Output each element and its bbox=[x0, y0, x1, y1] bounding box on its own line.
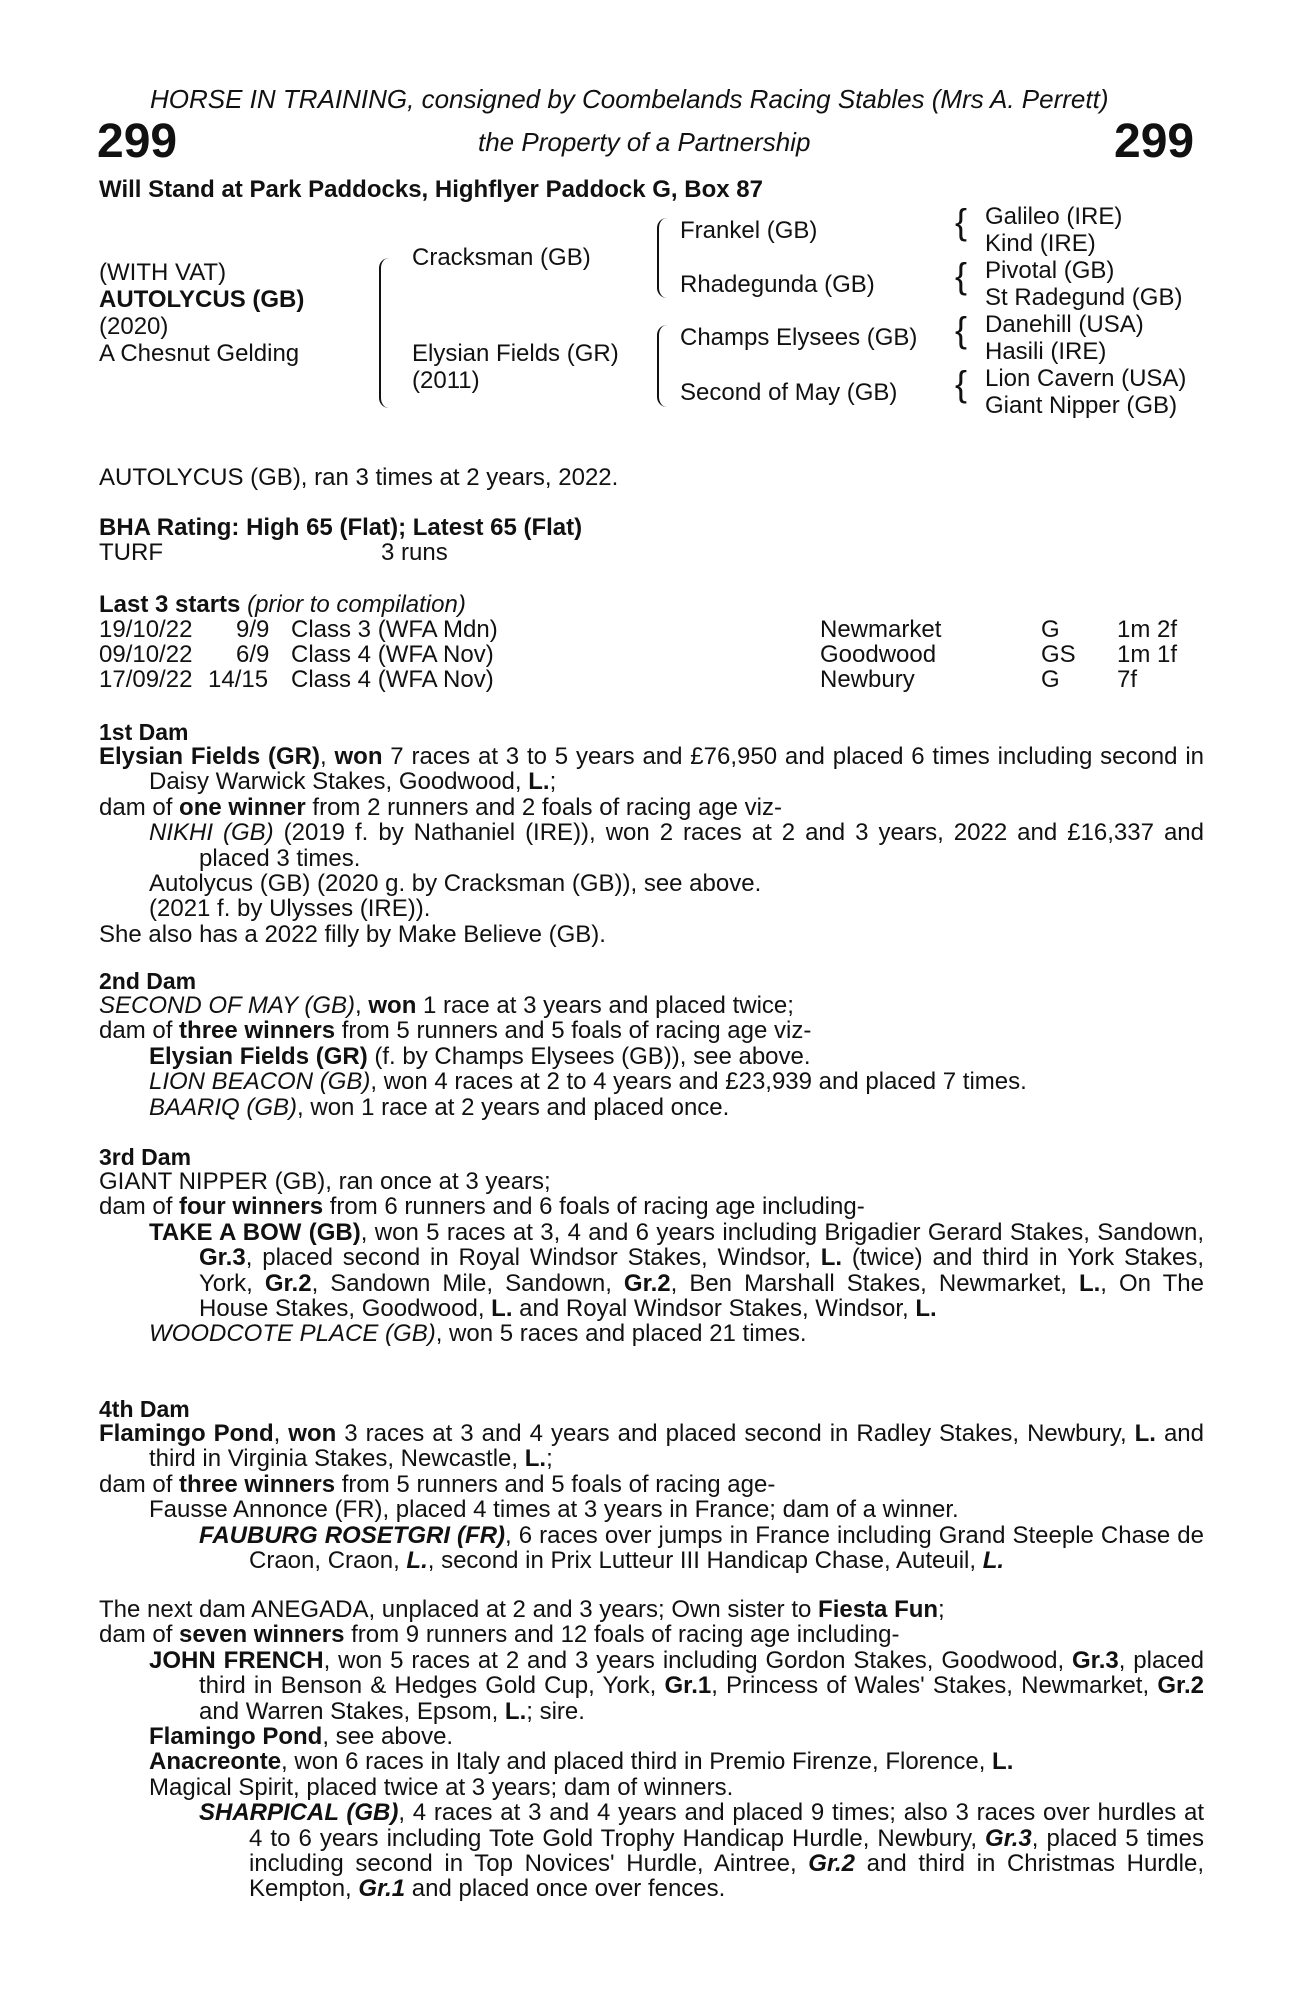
john-french-text-a: , won 5 races at 2 and 3 years including Gordon Stakes, Goodwood, bbox=[323, 1646, 1073, 1674]
listed-label: L. bbox=[524, 1445, 547, 1473]
sharpical-text-a: , 4 races at 3 and 4 years and placed 9 times; also 3 races over hurdles at 4 to 6 years including Tote Gold Trophy Handicap Hurdle, Newbury, bbox=[249, 1799, 1204, 1852]
next-dam-winners: seven winners bbox=[179, 1621, 345, 1649]
grade-label: Gr.3 bbox=[199, 1244, 246, 1272]
start-distance: 1m 1f bbox=[1117, 641, 1178, 668]
dam1-produce2: Autolycus (GB) (2020 g. by Cracksman (GB)), see above. bbox=[149, 870, 762, 898]
last-starts-note: (prior to compilation) bbox=[247, 591, 466, 618]
next-dam-sister: Fiesta Fun bbox=[818, 1596, 939, 1623]
pedigree-brace-main bbox=[379, 258, 391, 408]
magical-spirit-text: Magical Spirit, placed twice at 3 years; dam of winners. bbox=[149, 1773, 734, 1801]
pedigree-brace-sire bbox=[657, 218, 667, 298]
start-class: Class 4 (WFA Nov) bbox=[291, 641, 494, 668]
start-going: G bbox=[1041, 666, 1060, 693]
rating-runs: 3 runs bbox=[381, 539, 448, 566]
dam3-section bbox=[99, 1169, 1204, 1347]
listed-label: L. bbox=[915, 1295, 937, 1323]
pedigree-g6: Hasili (IRE) bbox=[985, 338, 1107, 365]
dam2-won: won bbox=[368, 992, 417, 1019]
dam3-produce1-text-g: and Royal Windsor Stakes, Windsor, bbox=[512, 1295, 916, 1323]
flamingo-pond-name: Flamingo Pond bbox=[149, 1723, 323, 1751]
listed-label: L. bbox=[1134, 1420, 1156, 1447]
brace-g34: { bbox=[955, 255, 968, 296]
location-line: Will Stand at Park Paddocks, Highflyer Paddock G, Box 87 bbox=[99, 176, 763, 203]
grade-label: Gr.2 bbox=[623, 1269, 671, 1297]
horse-name: AUTOLYCUS (GB) bbox=[99, 286, 305, 313]
dam1-text2: from 2 runners and 2 foals of racing age viz- bbox=[305, 793, 782, 821]
dam3-produce1-text-e: , Ben Marshall Stakes, Newmarket, bbox=[670, 1269, 1079, 1297]
dam3-heading: 3rd Dam bbox=[99, 1144, 192, 1170]
consignor-line: HORSE IN TRAINING, consigned by Coombelands Racing Stables (Mrs A. Perrett) bbox=[150, 84, 1109, 114]
dam1-produce1-text: (2019 f. by Nathaniel (IRE)), won 2 races at 2 and 3 years, 2022 and £16,337 and placed 3 times. bbox=[199, 819, 1204, 872]
pedigree-g7: Lion Cavern (USA) bbox=[985, 365, 1187, 392]
sharpical-text-d: and placed once over fences. bbox=[405, 1875, 726, 1903]
dam3-text1: GIANT NIPPER (GB), ran once at 3 years; bbox=[99, 1168, 551, 1195]
dam2-produce3-name: BAARIQ (GB) bbox=[149, 1093, 298, 1121]
next-dam-section bbox=[99, 1597, 1204, 1902]
start-position: 14/15 bbox=[208, 666, 269, 693]
dam1-produce4: She also has a 2022 filly by Make Believe (GB). bbox=[99, 920, 606, 948]
grade-label: Gr.2 bbox=[1157, 1672, 1205, 1700]
anacreonte-name: Anacreonte bbox=[149, 1748, 282, 1776]
brace-g78: { bbox=[955, 363, 968, 404]
dam3-produce1-text-b: , placed second in Royal Windsor Stakes, Windsor, bbox=[245, 1244, 821, 1272]
grade-label: Gr.3 bbox=[985, 1824, 1032, 1852]
dam3-produce2-name: WOODCOTE PLACE (GB) bbox=[149, 1320, 436, 1348]
dam1-heading: 1st Dam bbox=[99, 719, 189, 745]
grade-label: Gr.1 bbox=[358, 1875, 406, 1903]
dam3-produce1-text-c: (twice) and third in York Stakes, York, bbox=[199, 1244, 1204, 1297]
dam1-won: won bbox=[334, 743, 383, 770]
dam2-winners: three winners bbox=[179, 1017, 336, 1045]
start-date: 17/09/22 bbox=[99, 666, 193, 693]
listed-label: L. bbox=[992, 1748, 1014, 1776]
start-position: 6/9 bbox=[236, 641, 270, 668]
next-dam-text1: The next dam ANEGADA, unplaced at 2 and 3 years; Own sister to bbox=[99, 1596, 819, 1623]
dam4-text2: from 5 runners and 5 foals of racing age- bbox=[335, 1470, 776, 1498]
horse-year: (2020) bbox=[99, 313, 169, 340]
listed-label: L. bbox=[982, 1547, 1005, 1575]
brace-g12: { bbox=[955, 201, 968, 242]
pedigree-sire-sire: Frankel (GB) bbox=[680, 217, 818, 244]
dam1-produce3: (2021 f. by Ulysses (IRE)). bbox=[149, 895, 431, 923]
pedigree-sire: Cracksman (GB) bbox=[412, 244, 591, 271]
dam2-heading: 2nd Dam bbox=[99, 968, 197, 994]
dam3-damof: dam of bbox=[99, 1193, 180, 1221]
dam2-text1: 1 race at 3 years and placed twice; bbox=[416, 992, 794, 1019]
start-course: Goodwood bbox=[820, 641, 937, 668]
start-distance: 7f bbox=[1117, 666, 1138, 693]
dam2-produce1-text: (f. by Champs Elysees (GB)), see above. bbox=[367, 1042, 811, 1070]
john-french-text-b: , placed third in Benson & Hedges Gold Cup, York, bbox=[199, 1646, 1205, 1700]
dam1-name: Elysian Fields (GR) bbox=[99, 743, 321, 770]
dam4-heading: 4th Dam bbox=[99, 1396, 190, 1422]
start-position: 9/9 bbox=[236, 616, 270, 643]
dam2-produce2-text: , won 4 races at 2 to 4 years and £23,939 and placed 7 times. bbox=[370, 1068, 1027, 1096]
john-french-text-c: , Princess of Wales' Stakes, Newmarket, bbox=[711, 1672, 1158, 1700]
pedigree-g3: Pivotal (GB) bbox=[985, 257, 1115, 284]
sharpical-name: SHARPICAL (GB) bbox=[199, 1799, 399, 1827]
vat-note: (WITH VAT) bbox=[99, 259, 227, 286]
dam2-produce1-name: Elysian Fields (GR) bbox=[149, 1042, 368, 1070]
pedigree-g4: St Radegund (GB) bbox=[985, 284, 1183, 311]
sharpical-text-b: , placed 5 times including second in Top Novices' Hurdle, Aintree, bbox=[249, 1824, 1204, 1878]
start-course: Newmarket bbox=[820, 616, 942, 643]
rating-surface: TURF bbox=[99, 539, 163, 566]
john-french-name: JOHN FRENCH bbox=[149, 1646, 324, 1674]
race-summary: AUTOLYCUS (GB), ran 3 times at 2 years, 2022. bbox=[99, 464, 619, 491]
dam4-winners: three winners bbox=[179, 1470, 336, 1498]
last-starts-title: Last 3 starts bbox=[99, 591, 241, 618]
dam2-text2: from 5 runners and 5 foals of racing age viz- bbox=[335, 1017, 812, 1045]
dam3-produce1-name: TAKE A BOW (GB) bbox=[149, 1218, 361, 1246]
property-line: the Property of a Partnership bbox=[478, 127, 811, 157]
dam4-name: Flamingo Pond bbox=[99, 1420, 274, 1447]
dam2-name: SECOND OF MAY (GB) bbox=[99, 992, 356, 1019]
john-french-text-e: ; sire. bbox=[526, 1697, 585, 1725]
pedigree-dam-sire: Champs Elysees (GB) bbox=[680, 324, 918, 351]
dam4-damof: dam of bbox=[99, 1470, 180, 1498]
start-class: Class 3 (WFA Mdn) bbox=[291, 616, 498, 643]
dam4-text1b: and third in Virginia Stakes, Newcastle, bbox=[149, 1420, 1204, 1473]
last-starts-heading bbox=[99, 592, 466, 617]
dam4-produce2-text-b: , second in Prix Lutteur III Handicap Chase, Auteuil, bbox=[427, 1547, 983, 1575]
dam4-section: Flamingo Pond, won 3 races at 3 and 4 years and placed second in Radley Stakes, Newbury, L. and third in Virginia Stakes, Newcastle, L.; dam of three winners from 5 runners and 5 foals of racing age- Fausse Annonce (FR), placed 4 times at 3 years in France; dam of a winner. FAUBURG ROSETGRI (FR), 6 races over jumps in France including Grand Steeple Chase de Craon, Craon, L., second in Prix Lutteur III Handicap Chase, Auteuil, L. bbox=[99, 1420, 1204, 1575]
dam3-produce1-text-d: , Sandown Mile, Sandown, bbox=[311, 1269, 624, 1297]
start-distance: 1m 2f bbox=[1117, 616, 1178, 643]
dam4-produce2-text-a: , 6 races over jumps in France including Grand Steeple Chase de Craon, Craon, bbox=[249, 1521, 1204, 1575]
pedigree-g8: Giant Nipper (GB) bbox=[985, 392, 1178, 419]
listed-label: L. bbox=[1078, 1269, 1101, 1297]
pedigree-dam: Elysian Fields (GR) bbox=[412, 340, 619, 367]
horse-description: A Chesnut Gelding bbox=[99, 340, 300, 367]
dam1-listed: L. bbox=[528, 768, 550, 796]
pedigree-dam-year: (2011) bbox=[412, 367, 480, 394]
grade-label: Gr.1 bbox=[664, 1672, 712, 1700]
brace-g56: { bbox=[955, 309, 968, 350]
dam3-produce2-text: , won 5 races and placed 21 times. bbox=[435, 1320, 807, 1348]
dam3-winners: four winners bbox=[179, 1193, 324, 1221]
grade-label: Gr.3 bbox=[1072, 1646, 1119, 1674]
dam1-winners: one winner bbox=[179, 793, 306, 821]
dam1-section: Elysian Fields (GR), won 7 races at 3 to 5 years and £76,950 and placed 6 times including second in Daisy Warwick Stakes, Goodwood, L.; dam of one winner from 2 runners and 2 foals of racing age viz- NIKHI (GB) (2019 f. by Nathaniel (IRE)), won 2 races at 2 and 3 years, 2022 and £16,337 and placed 3 times. Autolycus (GB) (2020 g. by Cracksman (GB)), see above. (2021 f. by Ulysses (IRE)). She also has a 2022 filly by Make Believe (GB). bbox=[99, 743, 1204, 948]
start-date: 09/10/22 bbox=[99, 641, 193, 668]
start-going: GS bbox=[1041, 641, 1076, 668]
next-dam-damof: dam of bbox=[99, 1621, 180, 1649]
dam2-section: SECOND OF MAY (GB), won 1 race at 3 years and placed twice; dam of three winners from 5 runners and 5 foals of racing age viz- Elysian Fields (GR) (f. by Champs Elysees (GB)), see above. LION BEACON (GB), won 4 races at 2 to 4 years and £23,939 and placed 7 times. BAARIQ (GB), won 1 race at 2 years and placed once. bbox=[99, 992, 1027, 1121]
listed-label: L. bbox=[406, 1547, 428, 1575]
next-dam-semi: ; bbox=[938, 1596, 945, 1623]
start-going: G bbox=[1041, 616, 1060, 643]
grade-label: Gr.2 bbox=[808, 1850, 855, 1878]
dam2-damof: dam of bbox=[99, 1017, 180, 1045]
dam3-produce1-text-f: , On The House Stakes, Goodwood, bbox=[199, 1269, 1204, 1323]
dam4-produce1: Fausse Annonce (FR), placed 4 times at 3 years in France; dam of a winner. bbox=[149, 1496, 959, 1524]
pedigree-g1: Galileo (IRE) bbox=[985, 203, 1123, 230]
listed-label: L. bbox=[504, 1697, 527, 1725]
start-class: Class 4 (WFA Nov) bbox=[291, 666, 494, 693]
lot-number-right: 299 bbox=[1114, 115, 1195, 168]
flamingo-pond-text: , see above. bbox=[322, 1723, 454, 1751]
lot-number-left: 299 bbox=[97, 115, 178, 168]
dam1-produce1-name: NIKHI (GB) bbox=[149, 819, 274, 847]
dam4-won: won bbox=[288, 1420, 337, 1447]
dam3-text2: from 6 runners and 6 foals of racing age including- bbox=[323, 1193, 865, 1221]
start-course: Newbury bbox=[820, 666, 915, 693]
bha-rating: BHA Rating: High 65 (Flat); Latest 65 (Flat) bbox=[99, 514, 583, 541]
john-french-text-d: and Warren Stakes, Epsom, bbox=[199, 1697, 505, 1725]
dam1-damof: dam of bbox=[99, 793, 180, 821]
anacreonte-text: , won 6 races in Italy and placed third in Premio Firenze, Florence, bbox=[281, 1748, 993, 1776]
sharpical-text-c: and third in Christmas Hurdle, Kempton, bbox=[249, 1850, 1204, 1903]
dam4-semi: ; bbox=[546, 1445, 553, 1473]
dam4-text1: 3 races at 3 and 4 years and placed second in Radley Stakes, Newbury, bbox=[336, 1420, 1135, 1447]
pedigree-g2: Kind (IRE) bbox=[985, 230, 1096, 257]
pedigree-dam-dam: Second of May (GB) bbox=[680, 379, 898, 406]
listed-label: L. bbox=[491, 1295, 513, 1323]
grade-label: Gr.2 bbox=[264, 1269, 312, 1297]
pedigree-sire-dam: Rhadegunda (GB) bbox=[680, 271, 875, 298]
dam1-semi: ; bbox=[549, 768, 557, 796]
dam2-produce2-name: LION BEACON (GB) bbox=[149, 1068, 371, 1096]
dam4-produce2-name: FAUBURG ROSETGRI (FR) bbox=[199, 1521, 506, 1549]
listed-label: L. bbox=[820, 1244, 843, 1272]
start-date: 19/10/22 bbox=[99, 616, 193, 643]
dam3-produce1-text-a: , won 5 races at 3, 4 and 6 years including Brigadier Gerard Stakes, Sandown, bbox=[360, 1218, 1204, 1246]
next-dam-text2: from 9 runners and 12 foals of racing age including- bbox=[344, 1621, 900, 1649]
pedigree-brace-dam bbox=[657, 325, 667, 407]
pedigree-g5: Danehill (USA) bbox=[985, 311, 1144, 338]
dam2-produce3-text: , won 1 race at 2 years and placed once. bbox=[297, 1093, 730, 1121]
dam1-text1: 7 races at 3 to 5 years and £76,950 and placed 6 times including second in Daisy Warwick Stakes, Goodwood, bbox=[149, 743, 1204, 796]
